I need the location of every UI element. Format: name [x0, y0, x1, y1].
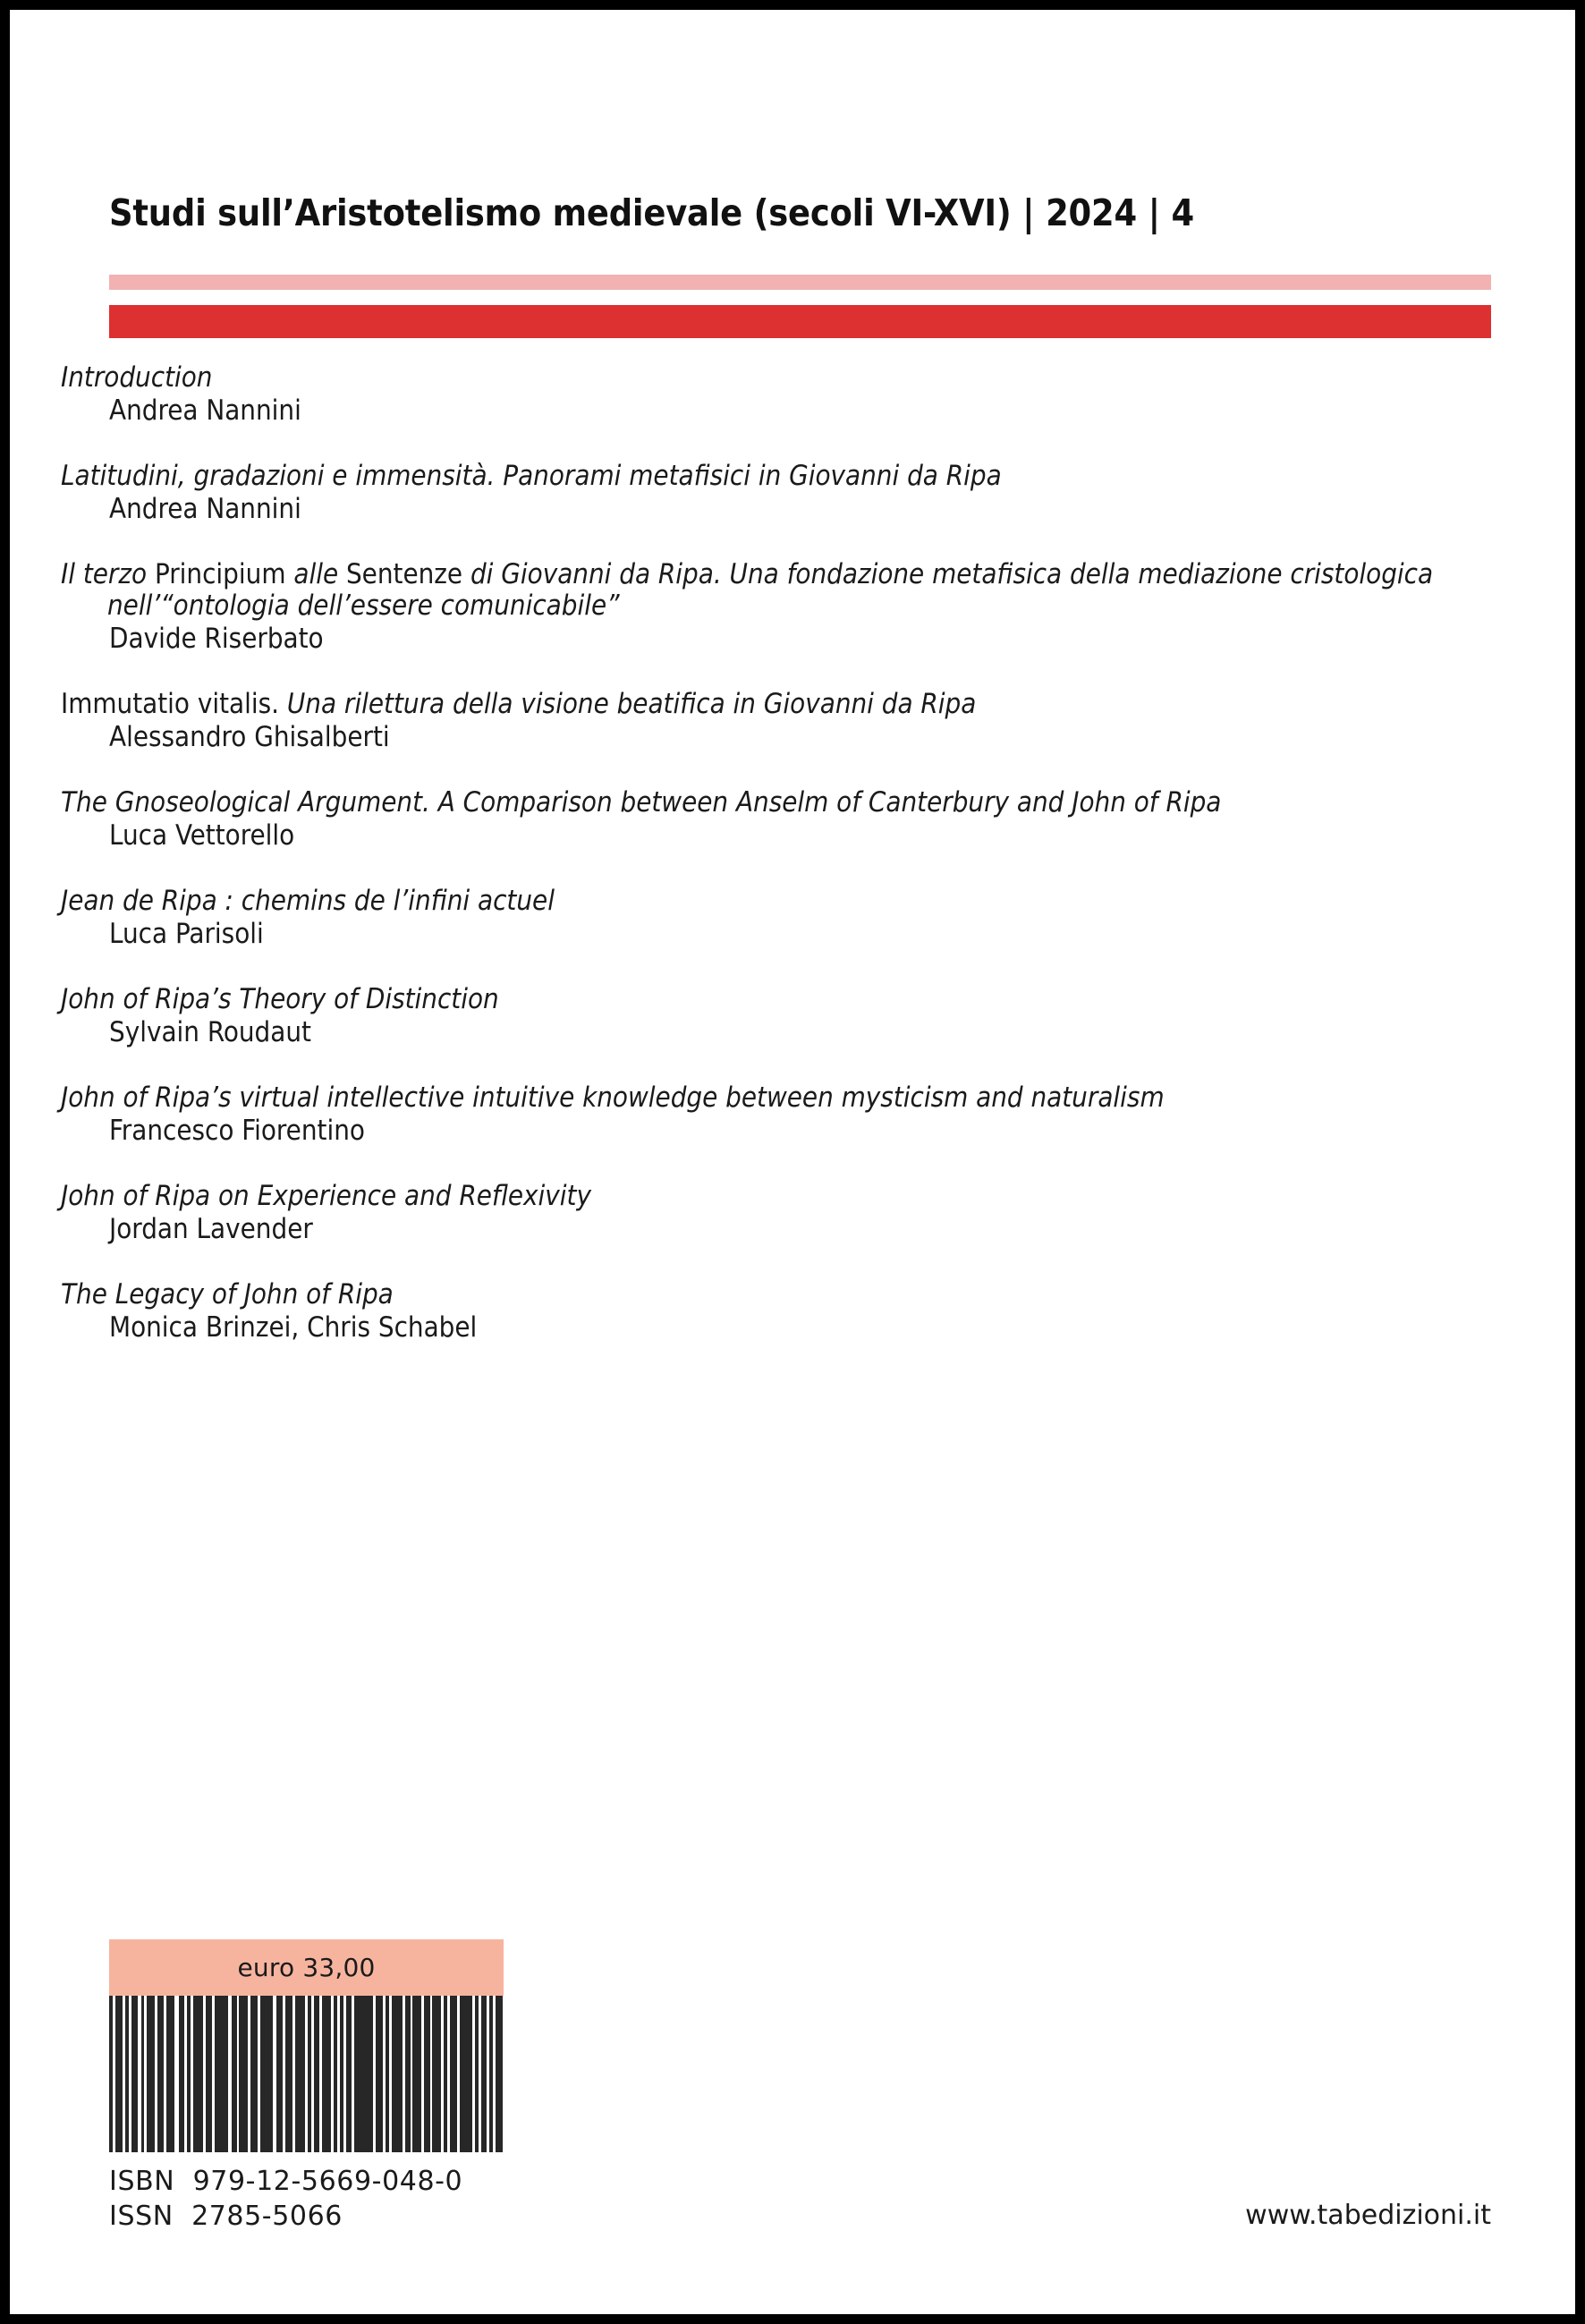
toc-entry: [61, 786, 1504, 852]
toc-entry: [61, 1180, 1504, 1246]
rule-bold: [109, 305, 1491, 338]
toc-title-segment: The Legacy of John of Ripa: [61, 1278, 394, 1311]
issn-value: 2785-5066: [191, 2201, 343, 2232]
series-title: Studi sull’Aristotelismo medievale (secoli VI-XVI) | 2024 | 4: [109, 191, 1194, 234]
toc-entry: [61, 460, 1504, 526]
toc-entry: [61, 688, 1504, 754]
table-of-contents: [61, 361, 1504, 1378]
toc-entry-title: [61, 1082, 1504, 1114]
toc-entry-title: [61, 1181, 1504, 1212]
issn-row: [109, 2199, 462, 2234]
toc-entry-authors: Davide Riserbato: [109, 623, 324, 656]
book-back-cover-page: [10, 10, 1575, 2314]
toc-entry-authors: Luca Vettorello: [109, 819, 295, 852]
toc-title-segment: Latitudini, gradazioni e immensità. Panorami metafisici in Giovanni da Ripa: [61, 460, 1002, 493]
toc-entry: [61, 983, 1504, 1049]
toc-entry-title: [61, 362, 1504, 394]
isbn-value: 979-12-5669-048-0: [192, 2166, 463, 2197]
toc-title-segment: The Gnoseological Argument. A Comparison between Anselm of Canterbury and John of Ripa: [61, 786, 1222, 819]
toc-entry-authors: Sylvain Roudaut: [109, 1016, 311, 1049]
toc-title-segment: John of Ripa on Experience and Reflexivity: [61, 1180, 591, 1213]
barcode-bar: [166, 1996, 175, 2152]
barcode-bar: [432, 1996, 441, 2152]
toc-entry-authors: Monica Brinzei, Chris Schabel: [109, 1311, 478, 1344]
toc-entry-authors: Francesco Fiorentino: [109, 1115, 365, 1148]
barcode-bar: [193, 1996, 203, 2152]
toc-entry: [61, 558, 1504, 656]
toc-entry-authors: Alessandro Ghisalberti: [109, 721, 390, 754]
identifiers-block: [109, 2164, 462, 2234]
toc-title-segment: Immutatio vitalis.: [61, 688, 280, 721]
toc-entry-authors: Jordan Lavender: [109, 1213, 313, 1246]
barcode-bar: [260, 1996, 273, 2152]
toc-title-segment: Sentenze: [345, 558, 463, 591]
barcode-bar: [250, 1996, 258, 2152]
price-band: [109, 1939, 504, 1996]
barcode-bar: [179, 1996, 185, 2152]
toc-title-segment: di Giovanni da Ripa. Una fondazione metafisica della mediazione cristologica nell’“ontologia dell’essere comunicabile”: [107, 558, 1434, 623]
barcode-bar: [157, 1996, 164, 2152]
barcode-bar: [376, 1996, 383, 2152]
toc-title-segment: Una rilettura della visione beatifica in Giovanni da Ripa: [279, 688, 977, 721]
barcode-bar: [481, 1996, 487, 2152]
toc-entry: [61, 1081, 1504, 1148]
toc-entry-authors: Andrea Nannini: [109, 394, 301, 428]
barcode-bar: [354, 1996, 373, 2152]
toc-entry-authors: Luca Parisoli: [109, 918, 264, 951]
barcode-bar: [206, 1996, 212, 2152]
toc-entry: [61, 361, 1504, 428]
toc-entry: [61, 885, 1504, 951]
isbn-row: [109, 2164, 462, 2199]
barcode-bar: [412, 1996, 421, 2152]
toc-entry-title: [61, 461, 1504, 492]
barcode-bar: [424, 1996, 430, 2152]
barcode-bar: [239, 1996, 248, 2152]
barcode-bar: [285, 1996, 292, 2152]
barcode-bar: [322, 1996, 331, 2152]
toc-title-segment: John of Ripa’s virtual intellective intuitive knowledge between mysticism and naturalism: [61, 1081, 1165, 1115]
price-label: euro 33,00: [237, 1953, 376, 1982]
barcode-bar: [115, 1996, 123, 2152]
barcode-bar: [314, 1996, 320, 2152]
publisher-website[interactable]: www.tabedizioni.it: [1245, 2200, 1491, 2231]
barcode-bars: [109, 1996, 504, 2152]
toc-entry-title: [61, 787, 1504, 818]
toc-title-segment: alle: [285, 558, 346, 591]
toc-entry-title: [61, 559, 1504, 622]
toc-entry-authors: Andrea Nannini: [109, 493, 301, 526]
toc-title-segment: John of Ripa’s Theory of Distinction: [61, 983, 499, 1016]
toc-title-segment: Principium: [154, 558, 286, 591]
barcode-bar: [392, 1996, 403, 2152]
toc-entry-title: [61, 886, 1504, 917]
barcode-bar: [460, 1996, 472, 2152]
toc-title-segment: Jean de Ripa : chemins de l’infini actuel: [61, 885, 555, 918]
barcode-bar: [496, 1996, 503, 2152]
toc-entry-title: [61, 984, 1504, 1015]
issn-label: ISSN: [109, 2201, 174, 2232]
barcode-bar: [450, 1996, 457, 2152]
barcode-bar: [346, 1996, 352, 2152]
rule-light: [109, 275, 1491, 290]
barcode-bar: [295, 1996, 305, 2152]
toc-entry: [61, 1278, 1504, 1344]
barcode-bar: [276, 1996, 283, 2152]
toc-entry-title: [61, 1279, 1504, 1310]
barcode-bar: [215, 1996, 228, 2152]
barcode-block: [109, 1939, 504, 2152]
toc-entry-title: [61, 689, 1504, 720]
barcode-bar: [131, 1996, 138, 2152]
toc-title-segment: Introduction: [61, 361, 213, 394]
barcode-bar: [147, 1996, 156, 2152]
isbn-label: ISBN: [109, 2166, 175, 2197]
toc-title-segment: Il terzo: [61, 558, 155, 591]
